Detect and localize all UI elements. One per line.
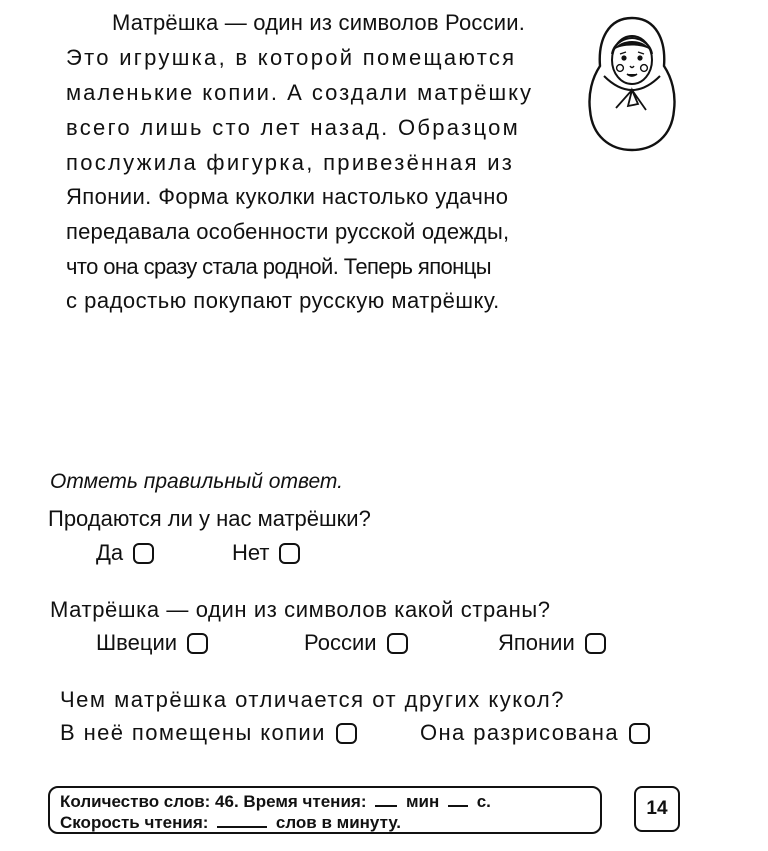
minutes-blank[interactable] bbox=[375, 791, 397, 807]
answer-option[interactable] bbox=[96, 540, 154, 566]
answer-option[interactable] bbox=[232, 540, 300, 566]
passage-line: передавала особенности русской одежды, bbox=[66, 219, 510, 244]
answer-option[interactable] bbox=[420, 720, 650, 746]
passage-line: с радостью покупают русскую матрёшку. bbox=[66, 288, 500, 313]
word-count-label: Количество слов: 46. bbox=[60, 792, 239, 811]
answer-checkbox[interactable] bbox=[585, 633, 606, 654]
option-label: Она разрисована bbox=[420, 720, 619, 745]
reading-time-label: Время чтения: bbox=[243, 792, 367, 811]
option-label: Японии bbox=[498, 630, 575, 655]
option-label: Швеции bbox=[96, 630, 178, 655]
matryoshka-icon bbox=[586, 14, 678, 154]
question-1: Продаются ли у нас матрёшки? bbox=[48, 506, 371, 531]
passage-line: всего лишь сто лет назад. Образцом bbox=[66, 115, 521, 140]
speed-line bbox=[60, 812, 401, 833]
passage-line: маленькие копии. А создали матрёшку bbox=[66, 80, 534, 105]
option-label: России bbox=[304, 630, 377, 655]
answer-option[interactable] bbox=[60, 720, 357, 746]
seconds-blank[interactable] bbox=[448, 791, 468, 807]
answer-checkbox[interactable] bbox=[336, 723, 357, 744]
option-label: Нет bbox=[232, 540, 270, 565]
speed-blank[interactable] bbox=[217, 812, 267, 828]
option-label: В неё помещены копии bbox=[60, 720, 326, 745]
reading-stats-box bbox=[48, 786, 602, 834]
answer-option[interactable] bbox=[304, 630, 408, 656]
seconds-label: с. bbox=[476, 792, 491, 811]
answer-checkbox[interactable] bbox=[133, 543, 154, 564]
answer-checkbox[interactable] bbox=[279, 543, 300, 564]
answer-checkbox[interactable] bbox=[387, 633, 408, 654]
option-label: Да bbox=[96, 540, 124, 565]
passage-line: что она сразу стала родной. Теперь японцы bbox=[66, 254, 491, 279]
word-count-line bbox=[60, 791, 491, 812]
question-3: Чем матрёшка отличается от других кукол? bbox=[60, 687, 565, 712]
passage-line: Японии. Форма куколки настолько удачно bbox=[66, 184, 509, 209]
page-number: 14 bbox=[634, 786, 680, 832]
passage-line: послужила фигурка, привезённая из bbox=[66, 150, 515, 175]
minutes-label: мин bbox=[405, 792, 440, 811]
speed-label: Скорость чтения: bbox=[60, 813, 209, 832]
answer-checkbox[interactable] bbox=[629, 723, 650, 744]
instruction: Отметь правильный ответ. bbox=[50, 470, 343, 493]
answer-checkbox[interactable] bbox=[187, 633, 208, 654]
question-2: Матрёшка — один из символов какой страны? bbox=[50, 597, 551, 622]
passage-line: Это игрушка, в которой помещаются bbox=[66, 45, 517, 70]
answer-option[interactable] bbox=[96, 630, 208, 656]
answer-option[interactable] bbox=[498, 630, 606, 656]
passage-line: Матрёшка — один из символов России. bbox=[112, 10, 526, 35]
speed-unit: слов в минуту. bbox=[275, 813, 402, 832]
